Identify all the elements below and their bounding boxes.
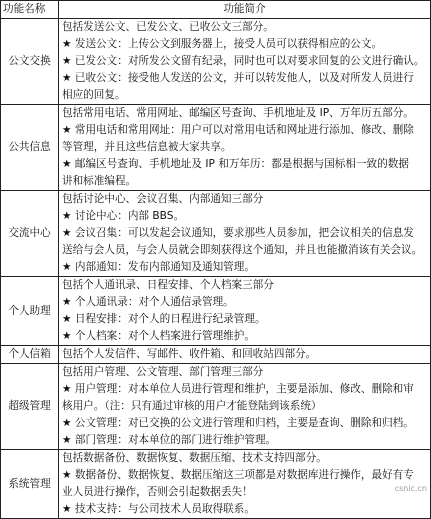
- table-row: [1, 105, 431, 191]
- description-line: 讲和标准编程。: [62, 175, 137, 187]
- description-line: 包括常用电话、常用网址、邮编区号查询、手机地址及 IP、万年历五部分。: [62, 107, 414, 119]
- description-line: 包括发送公文、已发公文、已收公文三部分。: [62, 21, 274, 33]
- function-description-cell: [59, 364, 431, 450]
- description-line: 包括数据备份、数据恢复、数据压缩、技术支持四部分。: [62, 452, 327, 464]
- function-description-cell: [59, 105, 431, 191]
- description-line: ★ 部门管理：对本单位的部门进行维护管理。: [62, 434, 277, 446]
- description-line: ★ 已发公文：对所发公文留有纪录，同时也可以对要求回复的公文进行确认。: [62, 55, 425, 67]
- description-line: ★ 个人通讯录：对个人通信录管理。: [62, 296, 234, 308]
- description-line: ★ 讨论中心：内部 BBS。: [62, 210, 185, 222]
- table-header-row: [1, 1, 431, 19]
- header-function-name: 功能名称: [1, 1, 59, 19]
- description-line: 包括讨论中心、会议召集、内部通知三部分: [62, 193, 264, 205]
- header-function-intro: 功能简介: [59, 1, 431, 19]
- description-line: ★ 日程安排：对个人的日程进行纪录管理。: [62, 313, 266, 325]
- description-line: 送给与会人员，与会人员就会即刻获得这个通知，并且也能撤消该有关会议。: [62, 244, 423, 256]
- description-line: ★ 数据备份、数据恢复、数据压缩这三项都是对数据库进行操作，最好有专: [62, 469, 414, 481]
- description-line: ★ 个人档案：对个人档案进行管理维护。: [62, 330, 255, 342]
- function-description-cell: [59, 277, 431, 346]
- description-line: ★ 常用电话和常用网址：用户可以对常用电话和网址进行添加、修改、删除: [62, 124, 414, 136]
- description-line: ★ 邮编区号查询、手机地址及 IP 和万年历：都是根据与国标相一致的数据: [62, 158, 409, 170]
- table-row: [1, 364, 431, 450]
- description-line: 等管理，并且这些信息被大家共享。: [62, 141, 232, 153]
- description-line: 相应的回复。: [62, 89, 126, 101]
- description-line: ★ 发送公文：上传公文到服务器上，接受人员可以获得相应的公文。: [62, 38, 383, 50]
- table-row: [1, 277, 431, 346]
- description-line: ★ 公文管理：对已交换的公文进行管理和归档，主要是查询、删除和归档。: [62, 417, 414, 429]
- description-line: 业人员进行操作，否则会引起数据丢失！: [62, 486, 253, 498]
- description-line: ★ 会议召集：可以发起会议通知，要求那些人员参加，把会议相关的信息发: [62, 227, 414, 239]
- table-body: [1, 19, 431, 519]
- function-description-cell: [59, 191, 431, 277]
- function-name-cell: 公共信息: [1, 105, 59, 191]
- function-name-cell: 系统管理: [1, 450, 59, 519]
- description-line: ★ 技术支持：与公司技术人员取得联系。: [62, 503, 255, 515]
- description-line: 包括个人通讯录、日程安排、个人档案三部分: [62, 279, 274, 291]
- table-row: [1, 346, 431, 364]
- function-description-cell: [59, 346, 431, 364]
- function-description-cell: [59, 450, 431, 519]
- description-line: ★ 已收公文：接受他人发送的公文，并可以转发他人，以及对所发人员进行: [62, 72, 414, 84]
- function-name-cell: 个人信箱: [1, 346, 59, 364]
- description-line: 包括个人发信件、写邮件、收件箱、和回收站四部分。: [62, 348, 317, 360]
- function-name-cell: 公文交换: [1, 19, 59, 105]
- description-line: 核用户。（注：只有通过审核的用户才能登陆到该系统）: [62, 400, 322, 412]
- description-line: ★ 内部通知：发布内部通知及通知管理。: [62, 261, 255, 273]
- table-row: [1, 19, 431, 105]
- function-name-cell: 个人助理: [1, 277, 59, 346]
- table-row: [1, 191, 431, 277]
- function-name-cell: 超级管理: [1, 364, 59, 450]
- table-row: [1, 450, 431, 519]
- description-line: 包括用户管理、公文管理、部门管理三部分: [62, 366, 264, 378]
- function-description-cell: [59, 19, 431, 105]
- description-line: ★ 用户管理：对本单位人员进行管理和维护，主要是添加、修改、删除和审: [62, 383, 414, 395]
- function-name-cell: 交流中心: [1, 191, 59, 277]
- watermark: csnic.cn: [394, 484, 427, 493]
